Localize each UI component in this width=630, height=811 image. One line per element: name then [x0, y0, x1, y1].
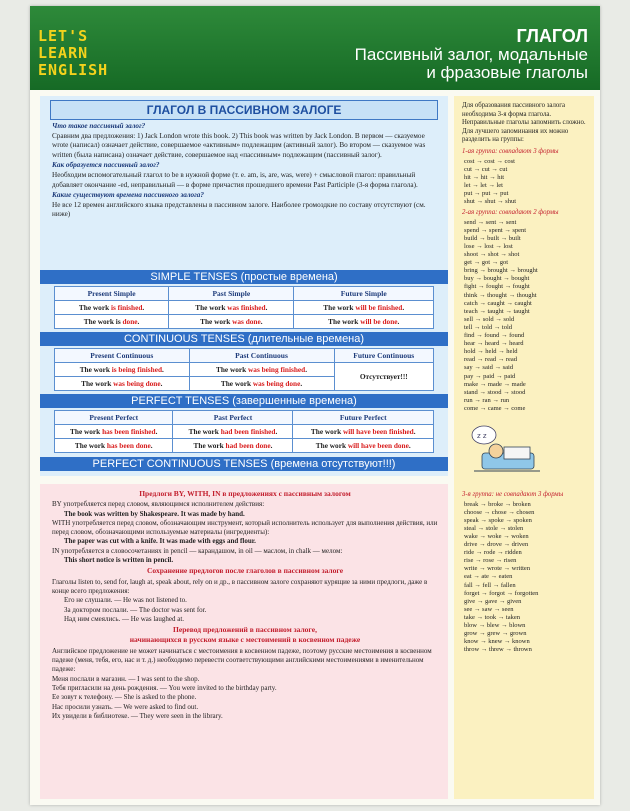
- band-perfect: PERFECT TENSES (завершенные времена): [40, 394, 448, 408]
- poster-title: [168, 26, 588, 82]
- table-cell: The work is being finished.: [55, 363, 190, 377]
- table-cell: The work will have been finished.: [293, 425, 434, 439]
- section-heading: Перевод предложений в пассивном залоге,: [173, 625, 317, 635]
- logo-line: ENGLISH: [38, 61, 109, 79]
- example: Меня послали в магазин. — I was sent to the shop.: [52, 674, 200, 683]
- verb-forms: steal → stole → stolen: [464, 524, 524, 532]
- table-cell: The work was done.: [169, 315, 294, 329]
- verb-forms: hear → heard → heard: [464, 340, 524, 348]
- verb-forms: spend → spent → spent: [464, 226, 527, 234]
- verb-forms: buy → bought → bought: [464, 275, 530, 283]
- verb-forms: grow → grew → grown: [464, 630, 527, 638]
- paragraph: Глаголы listen to, send for, laugh at, speak about, rely on и др., в пассивном залоге сохраняют курящие за ними предлоги, даже в конце всего предложения:: [52, 577, 428, 595]
- prepositions-section: [40, 484, 448, 799]
- verb-forms: sell → sold → sold: [464, 315, 515, 323]
- svg-text:z z: z z: [477, 431, 487, 440]
- example: This short notice is written in pencil.: [64, 556, 174, 565]
- question: Что такое пассивный залог?: [52, 122, 146, 130]
- example: Его не слушали. — He was not listened to.: [64, 596, 187, 605]
- verb-forms: send → sent → sent: [464, 218, 517, 226]
- example: Нас просили узнать. — We were asked to find out.: [52, 702, 199, 711]
- verb-forms: read → read → read: [464, 356, 518, 364]
- verb-forms: run → ran → run: [464, 396, 510, 404]
- table-cell: The work had been done.: [173, 439, 293, 453]
- table-continuous: [54, 348, 434, 391]
- paragraph: WITH употребляется перед словом, обозначающим инструмент, который исполнитель использует для выполнения действия, или перед словом, обозначающими используемые материалы (ингредиенты):: [52, 518, 438, 537]
- verb-forms: rise → rose → risen: [464, 557, 517, 565]
- table-simple: [54, 286, 434, 329]
- verb-forms: eat → ate → eaten: [464, 573, 513, 581]
- poster: [30, 6, 600, 805]
- paragraph: IN употребляется в словосочетаниях in pencil — карандашом, in oil — маслом, in chalk — мелом:: [52, 546, 343, 555]
- table-cell: The work was being finished.: [189, 363, 334, 377]
- col-header: Present Simple: [55, 287, 169, 301]
- verb-forms: teach → taught → taught: [464, 307, 530, 315]
- verb-forms: lose → lost → lost: [464, 243, 513, 250]
- verb-forms: bring → brought → brought: [464, 267, 538, 275]
- section-heading: Сохранение предлогов после глаголов в пассивном залоге: [146, 566, 344, 576]
- verb-forms: shoot → shot → shot: [464, 251, 520, 259]
- col-header: Future Perfect: [293, 411, 434, 425]
- verb-forms: fall → fell → fallen: [464, 581, 516, 589]
- verb-list-1: [454, 158, 594, 207]
- title-main: ГЛАГОЛ: [516, 26, 588, 46]
- logo: [38, 28, 158, 79]
- header: [30, 6, 600, 90]
- paragraph: BY употребляется перед словом, являющимся исполнителем действия:: [52, 500, 265, 509]
- example: Их увидели в библиотеке. — They were seen in the library.: [52, 711, 223, 720]
- verb-forms: build → built → built: [464, 234, 521, 242]
- verb-forms: pay → paid → paid: [464, 372, 516, 380]
- table-cell: The work was being done.: [55, 377, 190, 391]
- table-cell: The work will be finished.: [294, 301, 434, 315]
- absent-cell: Отсутствует!!!: [334, 363, 434, 391]
- paragraph: Для образования пассивного залога необходима 3-я форма глагола. Неправильные глаголы запомнить сложно. Для лучшего запоминания их можно разделить на группы:: [462, 102, 586, 144]
- verb-forms: stand → stood → stood: [464, 388, 526, 396]
- verb-forms: get → got → got: [464, 259, 509, 267]
- verb-forms: break → broke → broken: [464, 500, 531, 508]
- table-cell: The work was finished.: [169, 301, 294, 315]
- col-header: Future Continuous: [334, 349, 434, 363]
- example: Над ним смеялись. — He was laughed at.: [64, 614, 185, 623]
- table-cell: The work was being done.: [189, 377, 334, 391]
- verb-forms: forget → forgot → forgotten: [464, 589, 539, 597]
- verb-forms: cost → cost → cost: [464, 157, 515, 165]
- table-cell: The work will have been done.: [293, 439, 434, 453]
- verb-forms: let → let → let: [464, 181, 503, 189]
- title-sub-2: и фразовые глаголы: [426, 63, 588, 82]
- table-cell: The work had been finished.: [173, 425, 293, 439]
- table-cell: The work is done.: [55, 315, 169, 329]
- passive-section: [40, 96, 448, 476]
- table-cell: The work has been finished.: [55, 425, 173, 439]
- verb-forms: take → took → taken: [464, 613, 520, 621]
- verb-list-3: [454, 501, 594, 655]
- verb-forms: think → thought → thought: [464, 291, 537, 299]
- col-header: Past Continuous: [189, 349, 334, 363]
- table-cell: The work will be done.: [294, 315, 434, 329]
- col-header: Present Perfect: [55, 411, 173, 425]
- verb-forms: drive → drove → driven: [464, 541, 529, 549]
- passive-heading: ГЛАГОЛ В ПАССИВНОМ ЗАЛОГЕ: [50, 100, 438, 120]
- verb-forms: blow → blew → blown: [464, 621, 526, 629]
- question: Как образуется пассивный залог?: [52, 161, 160, 170]
- verb-forms: write → wrote → written: [464, 565, 531, 573]
- group-heading: 2-ая группа: совпадают 2 формы: [462, 209, 559, 217]
- band-simple: SIMPLE TENSES (простые времена): [40, 270, 448, 284]
- group-heading: 3-я группа: не совпадают 3 формы: [462, 490, 564, 498]
- paragraph: Необходим вспомогательный глагол to be в нужной форме (т. е. am, is, are, was, were) + смысловой глагол: правильный добавляет окончание -ed, неправильный — в форме причастия прошедшего времени Past Participle (3-я форма глагола).: [52, 170, 418, 189]
- logo-line: LET'S: [38, 27, 89, 45]
- verb-forms: throw → threw → thrown: [464, 646, 532, 654]
- verb-forms: fight → fought → fought: [464, 283, 530, 291]
- verb-forms: catch → caught → caught: [464, 299, 532, 307]
- section-heading: Предлоги BY, WITH, IN в предложениях с пассивным залогом: [139, 489, 351, 498]
- verb-list-2: [454, 219, 594, 413]
- table-cell: The work has been done.: [55, 439, 173, 453]
- verb-forms: hit → hit → hit: [464, 173, 505, 181]
- paragraph: Сравним два предложения: 1) Jack London wrote this book. 2) This book was written by Jack London. В первом — сказуемое wrote (написал) означает действие, совершаемое «активным» подлежащим (активный залог). Во втором — сказуемое was written (была написана) означает действие, совершаемое над «пассивным» подлежащим (пассивный залог).: [52, 131, 426, 159]
- verb-forms: see → saw → seen: [464, 605, 514, 613]
- verb-forms: wake → woke → woken: [464, 532, 529, 540]
- paragraph: Не все 12 времен английского языка представлены в пассивном залоге. Наиболее громоздкие по составу отсутствуют (см. ниже): [52, 200, 426, 219]
- question: Какие существуют времена пассивного залога?: [52, 191, 204, 200]
- col-header: Past Perfect: [173, 411, 293, 425]
- verb-forms: give → gave → given: [464, 597, 522, 605]
- verb-forms: cut → cut → cut: [464, 165, 508, 173]
- example: The book was written by Shakespeare. It was made by hand.: [64, 509, 245, 518]
- verb-forms: speak → spoke → spoken: [464, 516, 532, 524]
- verb-forms: find → found → found: [464, 332, 525, 340]
- verb-forms: tell → told → told: [464, 323, 513, 331]
- verb-forms: shut → shut → shut: [464, 198, 517, 206]
- verb-forms: come → came → come: [464, 404, 526, 412]
- verb-forms: ride → rode → ridden: [464, 549, 522, 557]
- sleeping-student-illustration: [464, 421, 544, 477]
- passive-intro: [40, 120, 448, 220]
- verb-forms: put → put → put: [464, 189, 509, 197]
- example: The paper was cut with a knife. It was made with eggs and flour.: [64, 537, 256, 546]
- verb-forms: make → made → made: [464, 380, 526, 388]
- col-header: Past Simple: [169, 287, 294, 301]
- example: Ее зовут к телефону. — She is asked to the phone.: [52, 693, 197, 702]
- irregular-verbs-section: [454, 96, 594, 799]
- band-continuous: CONTINUOUS TENSES (длительные времена): [40, 332, 448, 346]
- paragraph: Английское предложение не может начинаться с местоимения в косвенном падеже, поэтому русские местоимения в косвенном падеже (меня, тебя, его, нас и т. д.) необходимо перевести соответствующими английскими местоимениями в именительном падеже:: [52, 646, 432, 674]
- verb-forms: know → knew → known: [464, 638, 530, 646]
- title-sub-1: Пассивный залог, модальные: [354, 45, 588, 64]
- table-perfect: [54, 410, 434, 453]
- verb-forms: hold → held → held: [464, 348, 518, 356]
- logo-line: LEARN: [38, 44, 89, 62]
- col-header: Future Simple: [294, 287, 434, 301]
- group-heading: 1-ая группа: совпадают 3 формы: [462, 147, 559, 155]
- table-cell: The work is finished.: [55, 301, 169, 315]
- example: За доктором послали. — The doctor was sent for.: [64, 605, 207, 614]
- verb-forms: say → said → said: [464, 364, 514, 372]
- col-header: Present Continuous: [55, 349, 190, 363]
- section-heading: начинающихся в русском языке с местоимений в косвенном падеже: [129, 635, 361, 645]
- example: Тебя пригласили на день рождения. — You were invited to the birthday party.: [52, 683, 277, 692]
- verb-forms: choose → chose → chosen: [464, 508, 535, 516]
- band-perfect-continuous: PERFECT CONTINUOUS TENSES (времена отсутствуют!!!): [40, 457, 448, 471]
